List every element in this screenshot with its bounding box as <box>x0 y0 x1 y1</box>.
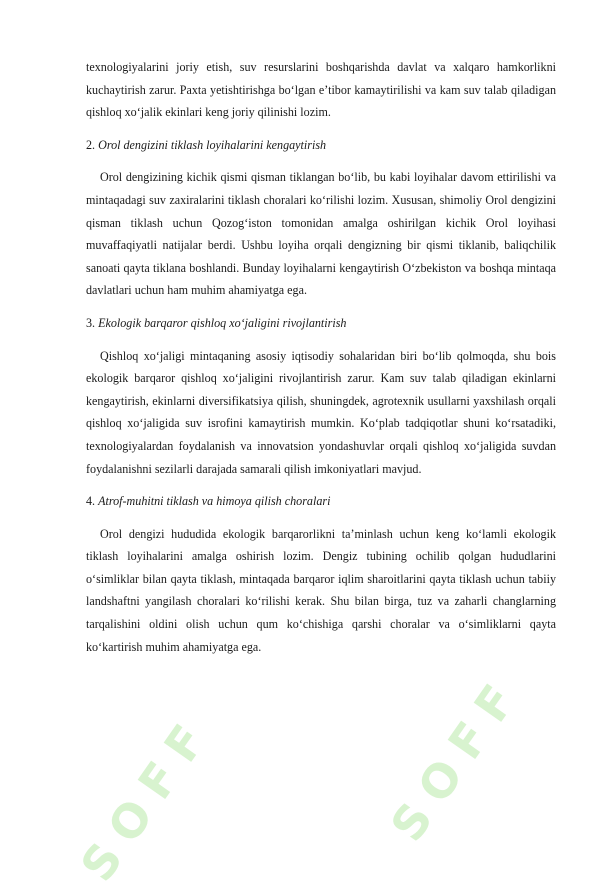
section-title: Orol dengizini tiklash loyihalarini kengaytirish <box>98 137 327 152</box>
paragraph-sustainable-agriculture: Qishloq xo‘jaligi mintaqaning asosiy iqtisodiy sohalaridan biri bo‘lib qolmoqda, shu bois ekologik barqaror qishloq xo‘jaligini rivojlantirish zarur. Kam suv talab qiladigan ekinlarni kengaytirish, ekinlarni diversifikatsiya qilish, shuningdek, agrotexnik usullarni yaxshilash orqali qishloq xo‘jaligida suv isrofini kamaytirish mumkin. Ko‘plab tadqiqotlar shuni ko‘rsatadiki, texnologiyalardan foydalanish va innovatsion yondashuvlar orqali qishloq xo‘jaligida suvdan foydalanishni sezilarli darajada samarali qilish imkoniyatlari mavjud. <box>86 348 556 476</box>
section-heading-3 <box>86 312 556 335</box>
section-heading-2 <box>86 134 556 157</box>
document-body <box>86 56 556 658</box>
section-number: 2. <box>86 137 99 152</box>
paragraph-aral-restoration: Orol dengizining kichik qismi qisman tiklangan bo‘lib, bu kabi loyihalar davom ettirilishi va mintaqadagi suv zaxiralarini tiklash choralari ko‘rilishi lozim. Xususan, shimoliy Orol dengizini qisman tiklash uchun Qozog‘iston tomonidan amalga oshirilgan kichik Orol loyihasi muvaffaqiyatli natijalar berdi. Ushbu loyiha orqali dengizning bir qismi tiklanib, baliqchilik sanoati qayta tiklana boshlandi. Bunday loyihalarni kengaytirish O‘zbekiston va boshqa mintaqa davlatlari uchun ham muhim ahamiyatga ega. <box>86 170 556 298</box>
section-number: 4. <box>86 494 99 509</box>
watermark-left: SOFF <box>70 703 224 891</box>
section-title: Atrof-muhitni tiklash va himoya qilish choralari <box>98 494 331 509</box>
section-title: Ekologik barqaror qishloq xo‘jaligini rivojlantirish <box>98 315 347 330</box>
section-heading-4 <box>86 490 556 513</box>
watermark-right: SOFF <box>380 663 534 851</box>
section-number: 3. <box>86 315 99 330</box>
paragraph-environment-restoration: Orol dengizi hududida ekologik barqarorlikni ta’minlash uchun keng ko‘lamli ekologik tiklash loyihalarini amalga oshirish lozim. Dengiz tubining ochilib qolgan hududlarini o‘simliklar bilan qayta tiklash, mintaqada barqaror iqlim sharoitlarini qayta tiklash uchun tabiiy landshaftni yangilash choralari ko‘rilishi kerak. Shu bilan birga, tuz va zaharli changlarning tarqalishini oldini olish uchun qum ko‘chishiga qarshi choralar va o‘simliklarni qayta ko‘kartirish muhim ahamiyatga ega. <box>86 526 556 654</box>
paragraph-intro-continuation: texnologiyalarini joriy etish, suv resurslarini boshqarishda davlat va xalqaro hamkorlikni kuchaytirish zarur. Paxta yetishtirishga bo‘lgan e’tibor kamaytirilishi va kam suv talab qiladigan qishloq xo‘jalik ekinlari keng joriy qilinishi lozim. <box>86 60 556 120</box>
